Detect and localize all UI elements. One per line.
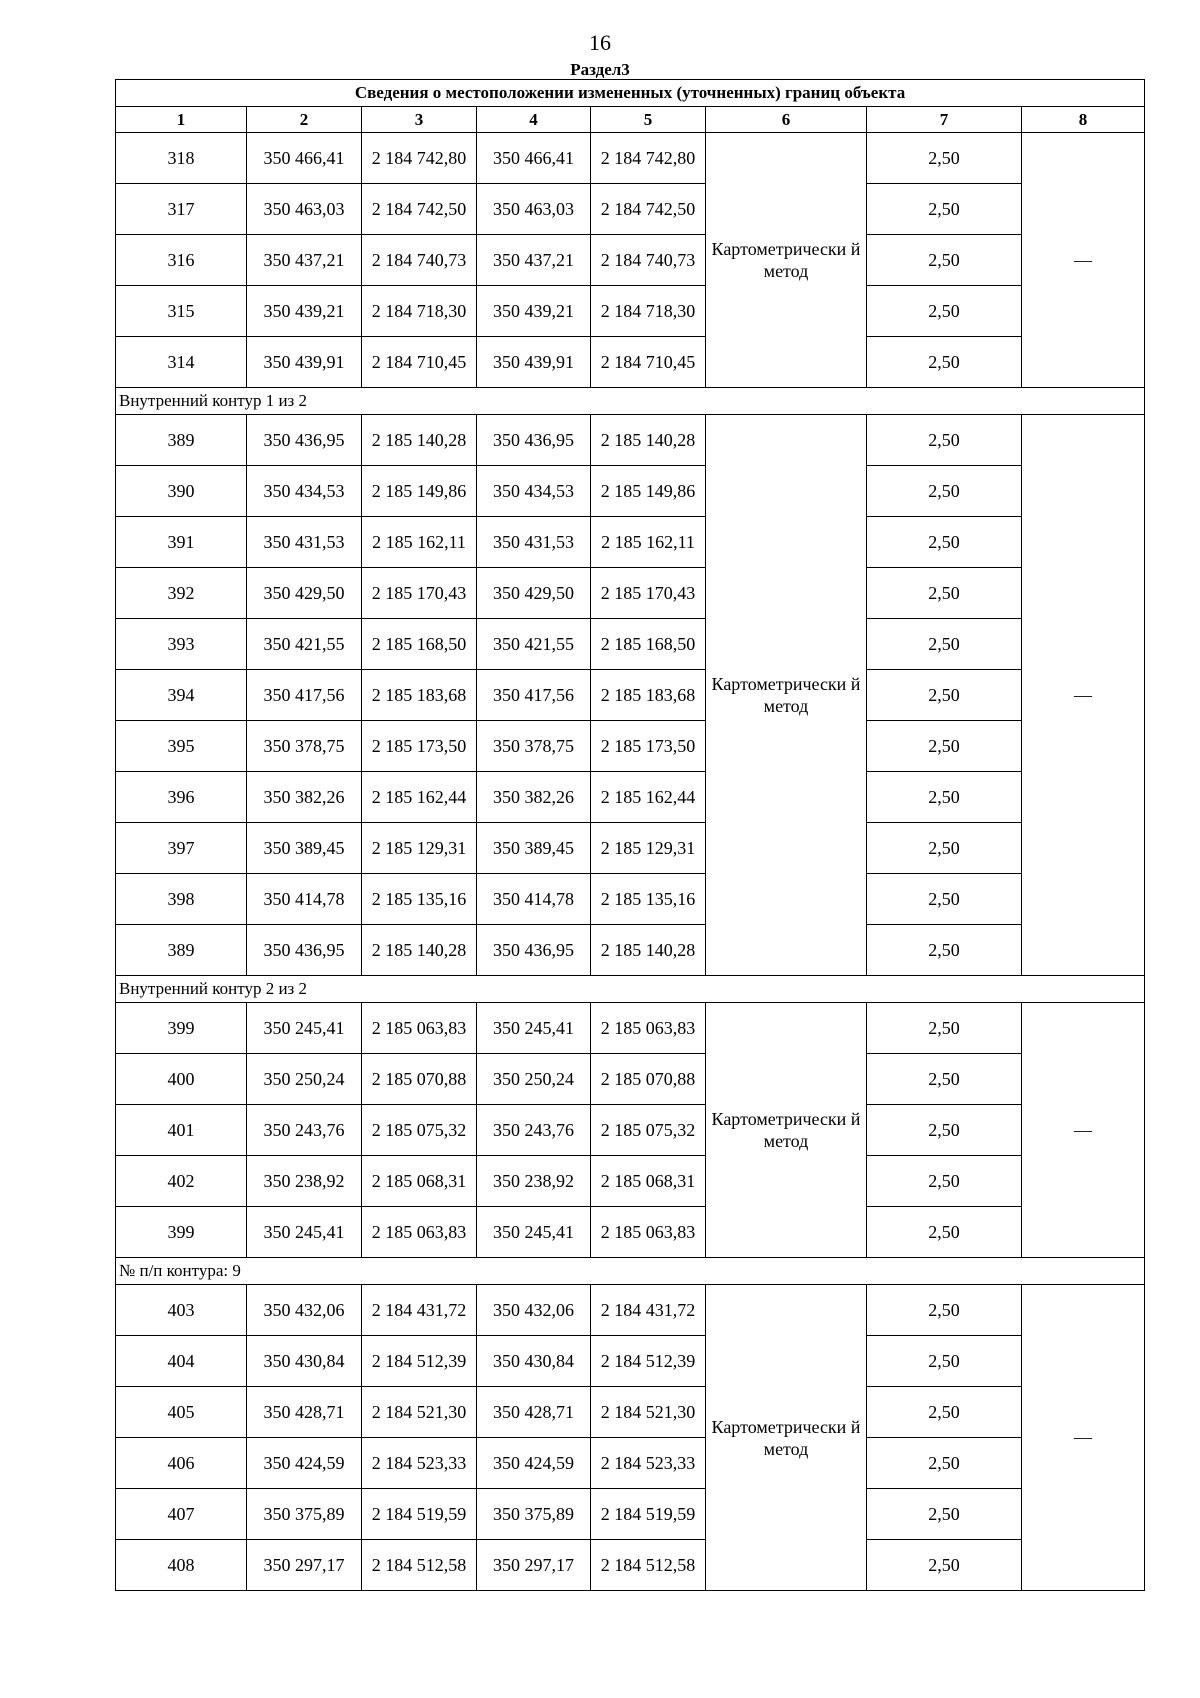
- table-row: [116, 772, 1145, 823]
- table-row: [116, 1156, 1145, 1207]
- y-existing-cell: 2 184 718,30: [362, 286, 477, 337]
- y-new-cell: 2 185 140,28: [591, 925, 706, 976]
- contour-label: Внутренний контур 2 из 2: [116, 976, 1145, 1003]
- point-number-cell: 317: [116, 184, 247, 235]
- column-header: 3: [362, 107, 477, 133]
- x-new-cell: 350 437,21: [477, 235, 591, 286]
- y-existing-cell: 2 184 742,80: [362, 133, 477, 184]
- accuracy-cell: 2,50: [867, 184, 1022, 235]
- x-existing-cell: 350 245,41: [247, 1003, 362, 1054]
- table-row: [116, 619, 1145, 670]
- point-number-cell: 405: [116, 1387, 247, 1438]
- table-row: [116, 1285, 1145, 1336]
- table-row: [116, 1438, 1145, 1489]
- point-number-cell: 318: [116, 133, 247, 184]
- x-new-cell: 350 389,45: [477, 823, 591, 874]
- x-existing-cell: 350 436,95: [247, 415, 362, 466]
- x-new-cell: 350 378,75: [477, 721, 591, 772]
- method-cell: Картометрически й метод: [706, 133, 867, 388]
- x-new-cell: 350 466,41: [477, 133, 591, 184]
- method-cell: Картометрически й метод: [706, 1285, 867, 1591]
- contour-label: № п/п контура: 9: [116, 1258, 1145, 1285]
- y-existing-cell: 2 185 183,68: [362, 670, 477, 721]
- y-new-cell: 2 184 740,73: [591, 235, 706, 286]
- accuracy-cell: 2,50: [867, 1003, 1022, 1054]
- x-new-cell: 350 432,06: [477, 1285, 591, 1336]
- y-new-cell: 2 184 512,58: [591, 1540, 706, 1591]
- y-existing-cell: 2 185 135,16: [362, 874, 477, 925]
- point-number-cell: 389: [116, 925, 247, 976]
- y-new-cell: 2 185 075,32: [591, 1105, 706, 1156]
- accuracy-cell: 2,50: [867, 1054, 1022, 1105]
- x-existing-cell: 350 466,41: [247, 133, 362, 184]
- accuracy-cell: 2,50: [867, 235, 1022, 286]
- x-existing-cell: 350 424,59: [247, 1438, 362, 1489]
- point-number-cell: 408: [116, 1540, 247, 1591]
- x-existing-cell: 350 250,24: [247, 1054, 362, 1105]
- point-number-cell: 399: [116, 1207, 247, 1258]
- x-new-cell: 350 238,92: [477, 1156, 591, 1207]
- table-row: [116, 1489, 1145, 1540]
- contour-label-row: [116, 976, 1145, 1003]
- y-existing-cell: 2 185 068,31: [362, 1156, 477, 1207]
- accuracy-cell: 2,50: [867, 1540, 1022, 1591]
- x-existing-cell: 350 245,41: [247, 1207, 362, 1258]
- x-existing-cell: 350 436,95: [247, 925, 362, 976]
- column-header: 2: [247, 107, 362, 133]
- table-row: [116, 823, 1145, 874]
- x-new-cell: 350 297,17: [477, 1540, 591, 1591]
- x-existing-cell: 350 430,84: [247, 1336, 362, 1387]
- point-number-cell: 404: [116, 1336, 247, 1387]
- accuracy-cell: 2,50: [867, 721, 1022, 772]
- point-number-cell: 396: [116, 772, 247, 823]
- accuracy-cell: 2,50: [867, 670, 1022, 721]
- point-number-cell: 403: [116, 1285, 247, 1336]
- y-new-cell: 2 184 521,30: [591, 1387, 706, 1438]
- table-row: [116, 1054, 1145, 1105]
- point-number-cell: 316: [116, 235, 247, 286]
- y-existing-cell: 2 184 431,72: [362, 1285, 477, 1336]
- accuracy-cell: 2,50: [867, 823, 1022, 874]
- y-new-cell: 2 185 063,83: [591, 1207, 706, 1258]
- point-number-cell: 393: [116, 619, 247, 670]
- y-existing-cell: 2 185 070,88: [362, 1054, 477, 1105]
- y-new-cell: 2 185 063,83: [591, 1003, 706, 1054]
- y-new-cell: 2 185 068,31: [591, 1156, 706, 1207]
- y-new-cell: 2 185 140,28: [591, 415, 706, 466]
- x-existing-cell: 350 432,06: [247, 1285, 362, 1336]
- accuracy-cell: 2,50: [867, 772, 1022, 823]
- column-header: 5: [591, 107, 706, 133]
- x-new-cell: 350 429,50: [477, 568, 591, 619]
- x-existing-cell: 350 238,92: [247, 1156, 362, 1207]
- contour-label: Внутренний контур 1 из 2: [116, 388, 1145, 415]
- y-new-cell: 2 184 742,80: [591, 133, 706, 184]
- table-row: [116, 1387, 1145, 1438]
- accuracy-cell: 2,50: [867, 1438, 1022, 1489]
- table-row: [116, 184, 1145, 235]
- y-existing-cell: 2 185 168,50: [362, 619, 477, 670]
- column-header: 7: [867, 107, 1022, 133]
- note-cell: —: [1022, 415, 1145, 976]
- x-existing-cell: 350 389,45: [247, 823, 362, 874]
- accuracy-cell: 2,50: [867, 517, 1022, 568]
- accuracy-cell: 2,50: [867, 1156, 1022, 1207]
- y-new-cell: 2 185 129,31: [591, 823, 706, 874]
- point-number-cell: 395: [116, 721, 247, 772]
- x-existing-cell: 350 429,50: [247, 568, 362, 619]
- point-number-cell: 391: [116, 517, 247, 568]
- point-number-cell: 389: [116, 415, 247, 466]
- y-new-cell: 2 185 168,50: [591, 619, 706, 670]
- accuracy-cell: 2,50: [867, 286, 1022, 337]
- point-number-cell: 402: [116, 1156, 247, 1207]
- y-existing-cell: 2 184 521,30: [362, 1387, 477, 1438]
- table-row: [116, 133, 1145, 184]
- y-existing-cell: 2 185 075,32: [362, 1105, 477, 1156]
- y-new-cell: 2 185 135,16: [591, 874, 706, 925]
- note-cell: —: [1022, 133, 1145, 388]
- x-existing-cell: 350 375,89: [247, 1489, 362, 1540]
- y-existing-cell: 2 184 710,45: [362, 337, 477, 388]
- accuracy-cell: 2,50: [867, 337, 1022, 388]
- y-new-cell: 2 184 431,72: [591, 1285, 706, 1336]
- y-new-cell: 2 185 162,44: [591, 772, 706, 823]
- y-new-cell: 2 185 070,88: [591, 1054, 706, 1105]
- table-row: [116, 235, 1145, 286]
- y-new-cell: 2 185 173,50: [591, 721, 706, 772]
- x-new-cell: 350 434,53: [477, 466, 591, 517]
- y-new-cell: 2 184 523,33: [591, 1438, 706, 1489]
- x-new-cell: 350 250,24: [477, 1054, 591, 1105]
- x-new-cell: 350 375,89: [477, 1489, 591, 1540]
- y-existing-cell: 2 185 140,28: [362, 925, 477, 976]
- y-new-cell: 2 184 512,39: [591, 1336, 706, 1387]
- accuracy-cell: 2,50: [867, 1207, 1022, 1258]
- point-number-cell: 401: [116, 1105, 247, 1156]
- x-new-cell: 350 243,76: [477, 1105, 591, 1156]
- table-row: [116, 517, 1145, 568]
- x-new-cell: 350 421,55: [477, 619, 591, 670]
- x-new-cell: 350 430,84: [477, 1336, 591, 1387]
- x-new-cell: 350 428,71: [477, 1387, 591, 1438]
- table-row: [116, 1105, 1145, 1156]
- y-new-cell: 2 184 710,45: [591, 337, 706, 388]
- y-existing-cell: 2 185 173,50: [362, 721, 477, 772]
- y-existing-cell: 2 185 129,31: [362, 823, 477, 874]
- y-existing-cell: 2 185 063,83: [362, 1207, 477, 1258]
- x-new-cell: 350 436,95: [477, 925, 591, 976]
- table-body: [116, 133, 1145, 1591]
- accuracy-cell: 2,50: [867, 619, 1022, 670]
- table-row: [116, 670, 1145, 721]
- accuracy-cell: 2,50: [867, 133, 1022, 184]
- x-new-cell: 350 431,53: [477, 517, 591, 568]
- x-new-cell: 350 382,26: [477, 772, 591, 823]
- accuracy-cell: 2,50: [867, 415, 1022, 466]
- x-new-cell: 350 439,91: [477, 337, 591, 388]
- y-existing-cell: 2 185 063,83: [362, 1003, 477, 1054]
- table-row: [116, 568, 1145, 619]
- accuracy-cell: 2,50: [867, 1105, 1022, 1156]
- point-number-cell: 390: [116, 466, 247, 517]
- point-number-cell: 314: [116, 337, 247, 388]
- table-caption: Сведения о местоположении измененных (уточненных) границ объекта: [116, 80, 1145, 107]
- table-row: [116, 466, 1145, 517]
- y-new-cell: 2 185 162,11: [591, 517, 706, 568]
- x-new-cell: 350 245,41: [477, 1207, 591, 1258]
- point-number-cell: 392: [116, 568, 247, 619]
- x-existing-cell: 350 421,55: [247, 619, 362, 670]
- method-cell: Картометрически й метод: [706, 1003, 867, 1258]
- point-number-cell: 315: [116, 286, 247, 337]
- point-number-cell: 400: [116, 1054, 247, 1105]
- x-existing-cell: 350 434,53: [247, 466, 362, 517]
- accuracy-cell: 2,50: [867, 568, 1022, 619]
- x-existing-cell: 350 431,53: [247, 517, 362, 568]
- point-number-cell: 407: [116, 1489, 247, 1540]
- x-existing-cell: 350 243,76: [247, 1105, 362, 1156]
- table-row: [116, 337, 1145, 388]
- table-row: [116, 1207, 1145, 1258]
- x-new-cell: 350 417,56: [477, 670, 591, 721]
- x-new-cell: 350 414,78: [477, 874, 591, 925]
- note-cell: —: [1022, 1285, 1145, 1591]
- column-header-row: [116, 107, 1145, 133]
- column-header: 4: [477, 107, 591, 133]
- y-new-cell: 2 185 183,68: [591, 670, 706, 721]
- section-title: Раздел3: [570, 60, 630, 79]
- x-existing-cell: 350 439,91: [247, 337, 362, 388]
- contour-label-row: [116, 1258, 1145, 1285]
- x-new-cell: 350 439,21: [477, 286, 591, 337]
- table-row: [116, 415, 1145, 466]
- accuracy-cell: 2,50: [867, 1285, 1022, 1336]
- column-header: 6: [706, 107, 867, 133]
- boundary-coordinates-table: [115, 79, 1145, 1591]
- y-existing-cell: 2 184 742,50: [362, 184, 477, 235]
- table-row: [116, 1336, 1145, 1387]
- contour-label-row: [116, 388, 1145, 415]
- table-row: [116, 286, 1145, 337]
- y-existing-cell: 2 184 523,33: [362, 1438, 477, 1489]
- y-existing-cell: 2 184 512,58: [362, 1540, 477, 1591]
- page-number: 16: [589, 30, 611, 55]
- y-existing-cell: 2 185 162,44: [362, 772, 477, 823]
- x-existing-cell: 350 414,78: [247, 874, 362, 925]
- point-number-cell: 406: [116, 1438, 247, 1489]
- column-header: 8: [1022, 107, 1145, 133]
- table-row: [116, 874, 1145, 925]
- x-new-cell: 350 424,59: [477, 1438, 591, 1489]
- x-existing-cell: 350 428,71: [247, 1387, 362, 1438]
- accuracy-cell: 2,50: [867, 1489, 1022, 1540]
- x-existing-cell: 350 439,21: [247, 286, 362, 337]
- accuracy-cell: 2,50: [867, 466, 1022, 517]
- point-number-cell: 394: [116, 670, 247, 721]
- table-row: [116, 1003, 1145, 1054]
- x-existing-cell: 350 297,17: [247, 1540, 362, 1591]
- y-existing-cell: 2 184 740,73: [362, 235, 477, 286]
- y-new-cell: 2 185 170,43: [591, 568, 706, 619]
- y-existing-cell: 2 185 162,11: [362, 517, 477, 568]
- y-new-cell: 2 185 149,86: [591, 466, 706, 517]
- accuracy-cell: 2,50: [867, 1336, 1022, 1387]
- column-header: 1: [116, 107, 247, 133]
- x-new-cell: 350 436,95: [477, 415, 591, 466]
- accuracy-cell: 2,50: [867, 925, 1022, 976]
- accuracy-cell: 2,50: [867, 874, 1022, 925]
- y-new-cell: 2 184 742,50: [591, 184, 706, 235]
- table-row: [116, 721, 1145, 772]
- x-existing-cell: 350 378,75: [247, 721, 362, 772]
- method-cell: Картометрически й метод: [706, 415, 867, 976]
- point-number-cell: 399: [116, 1003, 247, 1054]
- x-existing-cell: 350 463,03: [247, 184, 362, 235]
- accuracy-cell: 2,50: [867, 1387, 1022, 1438]
- point-number-cell: 397: [116, 823, 247, 874]
- table-row: [116, 1540, 1145, 1591]
- y-new-cell: 2 184 718,30: [591, 286, 706, 337]
- x-existing-cell: 350 437,21: [247, 235, 362, 286]
- x-new-cell: 350 245,41: [477, 1003, 591, 1054]
- y-new-cell: 2 184 519,59: [591, 1489, 706, 1540]
- x-existing-cell: 350 417,56: [247, 670, 362, 721]
- y-existing-cell: 2 185 170,43: [362, 568, 477, 619]
- y-existing-cell: 2 185 140,28: [362, 415, 477, 466]
- table-row: [116, 925, 1145, 976]
- point-number-cell: 398: [116, 874, 247, 925]
- y-existing-cell: 2 185 149,86: [362, 466, 477, 517]
- x-existing-cell: 350 382,26: [247, 772, 362, 823]
- y-existing-cell: 2 184 519,59: [362, 1489, 477, 1540]
- x-new-cell: 350 463,03: [477, 184, 591, 235]
- y-existing-cell: 2 184 512,39: [362, 1336, 477, 1387]
- note-cell: —: [1022, 1003, 1145, 1258]
